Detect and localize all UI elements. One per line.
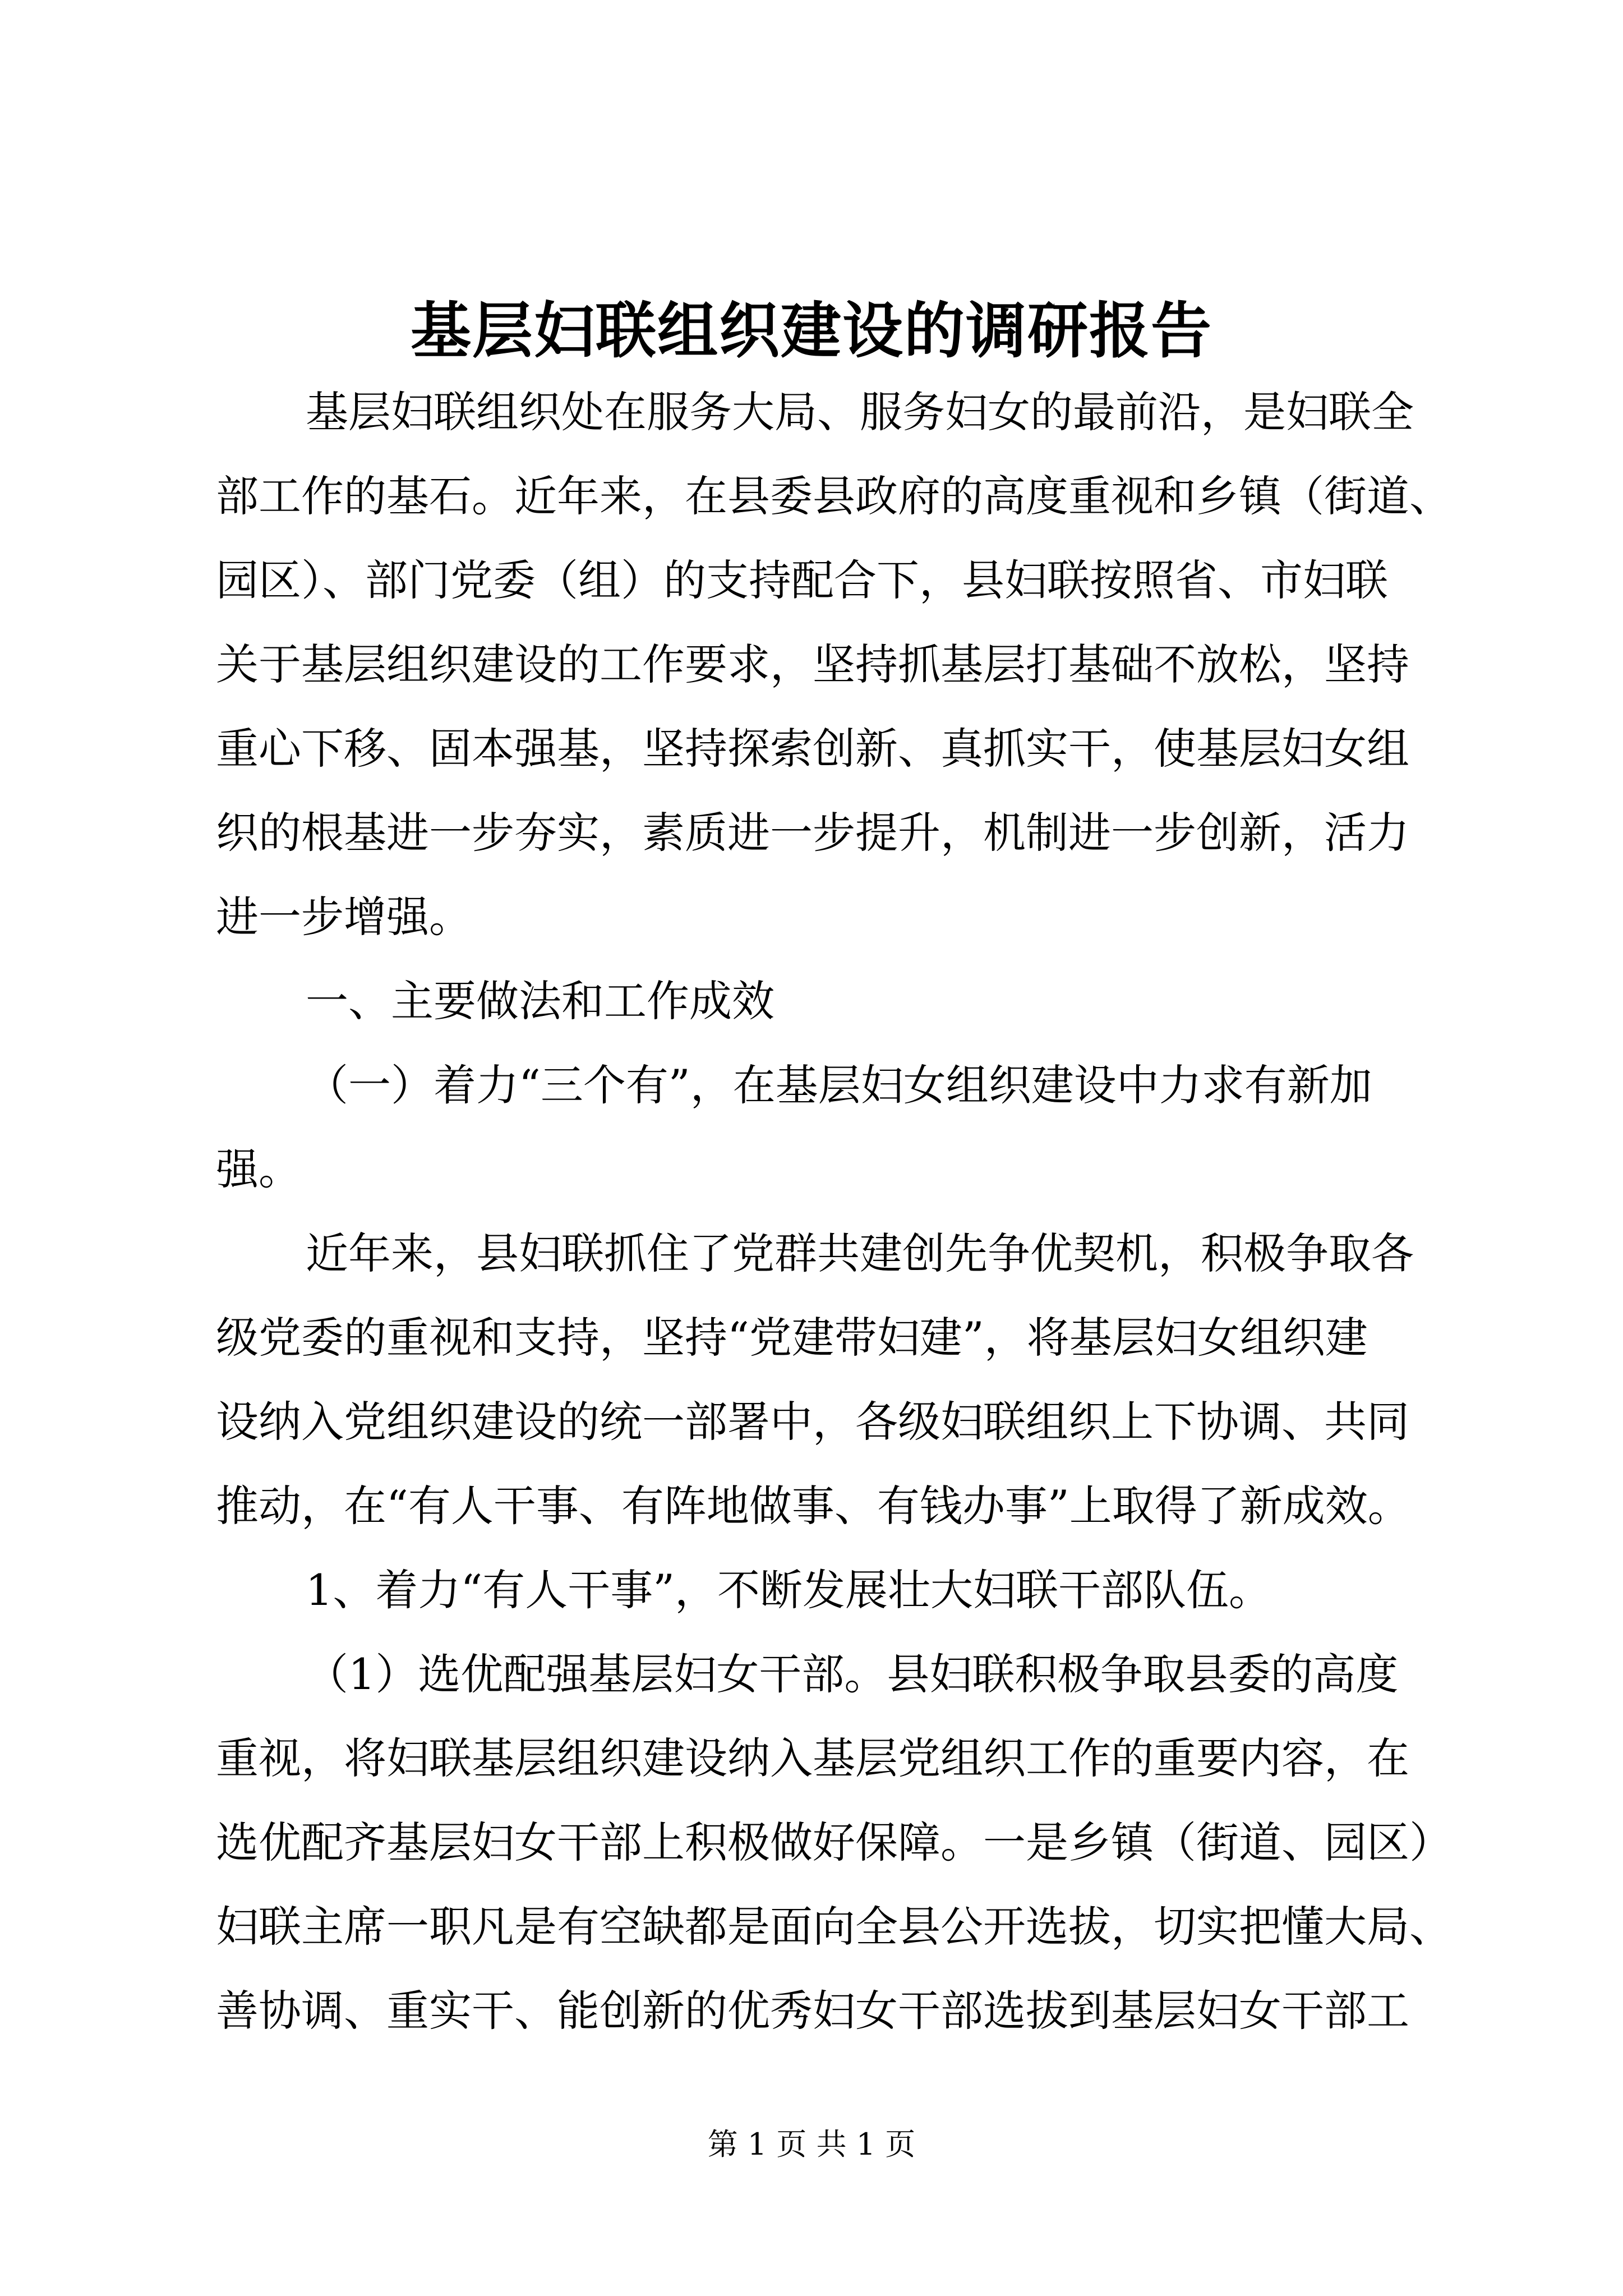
subsection-heading: 强。	[216, 1144, 301, 1194]
body-line: 推动，在“有人干事、有阵地做事、有钱办事”上取得了新成效。	[216, 1481, 1410, 1531]
item-heading: 1、着力“有人干事”，不断发展壮大妇联干部队伍。	[306, 1565, 1272, 1615]
body-line: 重心下移、固本强基，坚持探索创新、真抓实干，使基层妇女组	[216, 724, 1409, 774]
body-line: 重视，将妇联基层组织建设纳入基层党组织工作的重要内容，在	[216, 1733, 1409, 1783]
body-line: 进一步增强。	[216, 892, 472, 942]
body-line: 基层妇联组织处在服务大局、服务妇女的最前沿，是妇联全	[306, 387, 1414, 437]
body-line: 设纳入党组织建设的统一部署中，各级妇联组织上下协调、共同	[216, 1397, 1409, 1447]
body-line: 善协调、重实干、能创新的优秀妇女干部选拔到基层妇女干部工	[216, 1986, 1409, 2036]
body-line: 部工作的基石。近年来，在县委县政府的高度重视和乡镇（街道、	[216, 471, 1452, 521]
body-line: 织的根基进一步夯实，素质进一步提升，机制进一步创新，活力	[216, 808, 1409, 858]
body-line: 近年来，县妇联抓住了党群共建创先争优契机，积极争取各	[306, 1228, 1414, 1278]
body-line: 妇联主席一职凡是有空缺都是面向全县公开选拔，切实把懂大局、	[216, 1902, 1452, 1952]
body-line: 园区）、部门党委（组）的支持配合下，县妇联按照省、市妇联	[216, 555, 1388, 605]
body-line: 级党委的重视和支持，坚持“党建带妇建”，将基层妇女组织建	[216, 1313, 1368, 1363]
body-line: 关于基层组织建设的工作要求，坚持抓基层打基础不放松，坚持	[216, 639, 1409, 689]
page-number-footer: 第 1 页 共 1 页	[707, 2127, 916, 2162]
section-heading: 一、主要做法和工作成效	[306, 976, 774, 1026]
document-title: 基层妇联组织建设的调研报告	[410, 296, 1212, 366]
subsection-heading: （一）着力“三个有”，在基层妇女组织建设中力求有新加	[306, 1060, 1372, 1110]
body-line: 选优配齐基层妇女干部上积极做好保障。一是乡镇（街道、园区）	[216, 1818, 1452, 1867]
body-line: （1）选优配强基层妇女干部。县妇联积极争取县委的高度	[306, 1649, 1399, 1699]
